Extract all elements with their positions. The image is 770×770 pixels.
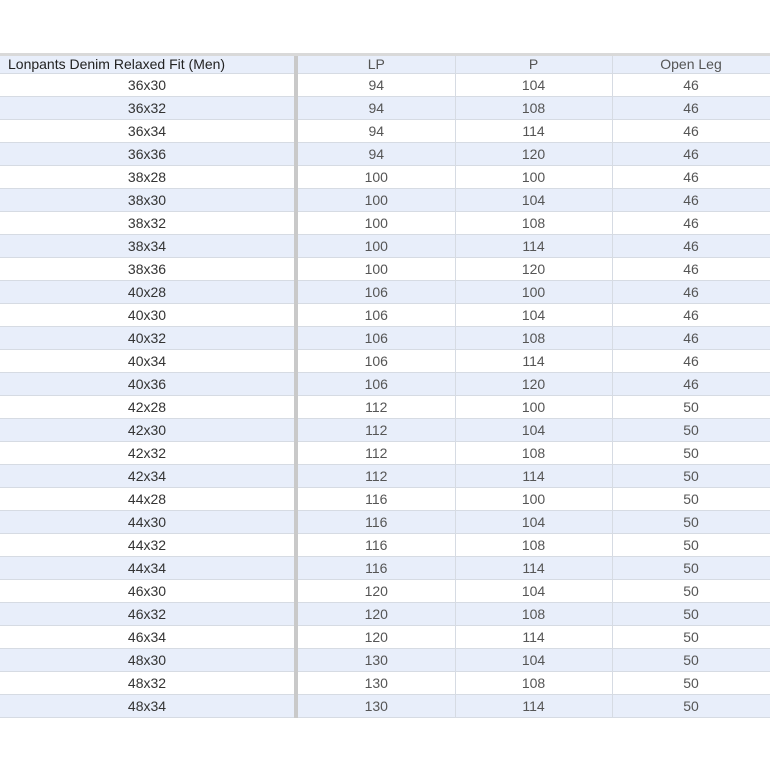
table-row bbox=[0, 626, 770, 649]
open-leg-cell: 50 bbox=[612, 419, 770, 442]
lp-cell: 112 bbox=[296, 396, 455, 419]
size-cell: 48x34 bbox=[0, 695, 296, 718]
open-leg-cell: 50 bbox=[612, 442, 770, 465]
size-cell: 44x34 bbox=[0, 557, 296, 580]
lp-cell: 106 bbox=[296, 327, 455, 350]
size-cell: 42x34 bbox=[0, 465, 296, 488]
open-leg-cell: 46 bbox=[612, 350, 770, 373]
open-leg-cell: 50 bbox=[612, 534, 770, 557]
size-cell: 40x30 bbox=[0, 304, 296, 327]
lp-cell: 94 bbox=[296, 74, 455, 97]
table-row bbox=[0, 442, 770, 465]
size-cell: 40x28 bbox=[0, 281, 296, 304]
table-row bbox=[0, 304, 770, 327]
lp-cell: 94 bbox=[296, 120, 455, 143]
size-cell: 40x34 bbox=[0, 350, 296, 373]
size-cell: 38x36 bbox=[0, 258, 296, 281]
table-row bbox=[0, 695, 770, 718]
size-cell: 36x30 bbox=[0, 74, 296, 97]
open-leg-cell: 46 bbox=[612, 235, 770, 258]
size-cell: 42x28 bbox=[0, 396, 296, 419]
table-row bbox=[0, 511, 770, 534]
p-cell: 108 bbox=[455, 603, 612, 626]
p-cell: 108 bbox=[455, 212, 612, 235]
p-cell: 120 bbox=[455, 143, 612, 166]
p-cell: 108 bbox=[455, 672, 612, 695]
table-row bbox=[0, 649, 770, 672]
column-header-open-leg: Open Leg bbox=[612, 56, 770, 74]
table-row bbox=[0, 580, 770, 603]
size-cell: 44x28 bbox=[0, 488, 296, 511]
size-cell: 42x30 bbox=[0, 419, 296, 442]
lp-cell: 120 bbox=[296, 603, 455, 626]
table-row bbox=[0, 557, 770, 580]
table-row bbox=[0, 327, 770, 350]
p-cell: 114 bbox=[455, 626, 612, 649]
lp-cell: 100 bbox=[296, 189, 455, 212]
table-row bbox=[0, 143, 770, 166]
table-row bbox=[0, 419, 770, 442]
size-chart-table bbox=[0, 56, 770, 718]
p-cell: 104 bbox=[455, 304, 612, 327]
size-cell: 38x28 bbox=[0, 166, 296, 189]
size-cell: 38x32 bbox=[0, 212, 296, 235]
lp-cell: 120 bbox=[296, 580, 455, 603]
p-cell: 108 bbox=[455, 97, 612, 120]
p-cell: 114 bbox=[455, 120, 612, 143]
lp-cell: 106 bbox=[296, 281, 455, 304]
table-row bbox=[0, 189, 770, 212]
open-leg-cell: 46 bbox=[612, 327, 770, 350]
column-header-lp: LP bbox=[296, 56, 455, 74]
column-header-p: P bbox=[455, 56, 612, 74]
lp-cell: 100 bbox=[296, 212, 455, 235]
size-cell: 48x30 bbox=[0, 649, 296, 672]
size-cell: 46x30 bbox=[0, 580, 296, 603]
open-leg-cell: 46 bbox=[612, 97, 770, 120]
table-row bbox=[0, 120, 770, 143]
lp-cell: 94 bbox=[296, 143, 455, 166]
lp-cell: 116 bbox=[296, 488, 455, 511]
table-row bbox=[0, 281, 770, 304]
p-cell: 114 bbox=[455, 235, 612, 258]
size-cell: 40x36 bbox=[0, 373, 296, 396]
open-leg-cell: 46 bbox=[612, 189, 770, 212]
open-leg-cell: 50 bbox=[612, 695, 770, 718]
table-row bbox=[0, 465, 770, 488]
size-cell: 44x30 bbox=[0, 511, 296, 534]
open-leg-cell: 46 bbox=[612, 212, 770, 235]
open-leg-cell: 46 bbox=[612, 373, 770, 396]
size-cell: 48x32 bbox=[0, 672, 296, 695]
open-leg-cell: 50 bbox=[612, 580, 770, 603]
table-row bbox=[0, 97, 770, 120]
open-leg-cell: 46 bbox=[612, 281, 770, 304]
size-cell: 36x36 bbox=[0, 143, 296, 166]
open-leg-cell: 50 bbox=[612, 396, 770, 419]
p-cell: 104 bbox=[455, 511, 612, 534]
size-cell: 38x34 bbox=[0, 235, 296, 258]
p-cell: 100 bbox=[455, 281, 612, 304]
lp-cell: 112 bbox=[296, 419, 455, 442]
open-leg-cell: 50 bbox=[612, 511, 770, 534]
p-cell: 120 bbox=[455, 258, 612, 281]
size-cell: 46x32 bbox=[0, 603, 296, 626]
open-leg-cell: 46 bbox=[612, 258, 770, 281]
lp-cell: 100 bbox=[296, 235, 455, 258]
p-cell: 104 bbox=[455, 580, 612, 603]
size-cell: 42x32 bbox=[0, 442, 296, 465]
open-leg-cell: 50 bbox=[612, 465, 770, 488]
p-cell: 104 bbox=[455, 419, 612, 442]
lp-cell: 100 bbox=[296, 258, 455, 281]
size-cell: 40x32 bbox=[0, 327, 296, 350]
open-leg-cell: 50 bbox=[612, 603, 770, 626]
p-cell: 108 bbox=[455, 442, 612, 465]
size-cell: 44x32 bbox=[0, 534, 296, 557]
header-row bbox=[0, 56, 770, 74]
p-cell: 104 bbox=[455, 74, 612, 97]
table-row bbox=[0, 74, 770, 97]
table-row bbox=[0, 235, 770, 258]
table-row bbox=[0, 603, 770, 626]
open-leg-cell: 50 bbox=[612, 488, 770, 511]
p-cell: 114 bbox=[455, 350, 612, 373]
open-leg-cell: 50 bbox=[612, 649, 770, 672]
p-cell: 100 bbox=[455, 396, 612, 419]
table-row bbox=[0, 350, 770, 373]
size-cell: 36x34 bbox=[0, 120, 296, 143]
p-cell: 108 bbox=[455, 327, 612, 350]
lp-cell: 116 bbox=[296, 511, 455, 534]
table-body bbox=[0, 74, 770, 718]
lp-cell: 130 bbox=[296, 672, 455, 695]
table-row bbox=[0, 534, 770, 557]
lp-cell: 130 bbox=[296, 649, 455, 672]
table-row bbox=[0, 373, 770, 396]
size-cell: 38x30 bbox=[0, 189, 296, 212]
p-cell: 100 bbox=[455, 166, 612, 189]
lp-cell: 106 bbox=[296, 304, 455, 327]
size-cell: 36x32 bbox=[0, 97, 296, 120]
open-leg-cell: 50 bbox=[612, 672, 770, 695]
p-cell: 104 bbox=[455, 189, 612, 212]
table-row bbox=[0, 672, 770, 695]
lp-cell: 100 bbox=[296, 166, 455, 189]
lp-cell: 106 bbox=[296, 350, 455, 373]
open-leg-cell: 46 bbox=[612, 143, 770, 166]
open-leg-cell: 50 bbox=[612, 557, 770, 580]
table-row bbox=[0, 258, 770, 281]
open-leg-cell: 46 bbox=[612, 304, 770, 327]
table-row bbox=[0, 396, 770, 419]
p-cell: 100 bbox=[455, 488, 612, 511]
p-cell: 114 bbox=[455, 557, 612, 580]
table-row bbox=[0, 488, 770, 511]
column-header-size: Lonpants Denim Relaxed Fit (Men) bbox=[0, 56, 296, 74]
lp-cell: 112 bbox=[296, 442, 455, 465]
table-row bbox=[0, 166, 770, 189]
lp-cell: 116 bbox=[296, 534, 455, 557]
lp-cell: 106 bbox=[296, 373, 455, 396]
p-cell: 114 bbox=[455, 695, 612, 718]
open-leg-cell: 46 bbox=[612, 120, 770, 143]
p-cell: 120 bbox=[455, 373, 612, 396]
open-leg-cell: 46 bbox=[612, 166, 770, 189]
lp-cell: 112 bbox=[296, 465, 455, 488]
lp-cell: 130 bbox=[296, 695, 455, 718]
p-cell: 104 bbox=[455, 649, 612, 672]
open-leg-cell: 46 bbox=[612, 74, 770, 97]
lp-cell: 120 bbox=[296, 626, 455, 649]
p-cell: 108 bbox=[455, 534, 612, 557]
lp-cell: 116 bbox=[296, 557, 455, 580]
size-cell: 46x34 bbox=[0, 626, 296, 649]
p-cell: 114 bbox=[455, 465, 612, 488]
open-leg-cell: 50 bbox=[612, 626, 770, 649]
table-row bbox=[0, 212, 770, 235]
lp-cell: 94 bbox=[296, 97, 455, 120]
